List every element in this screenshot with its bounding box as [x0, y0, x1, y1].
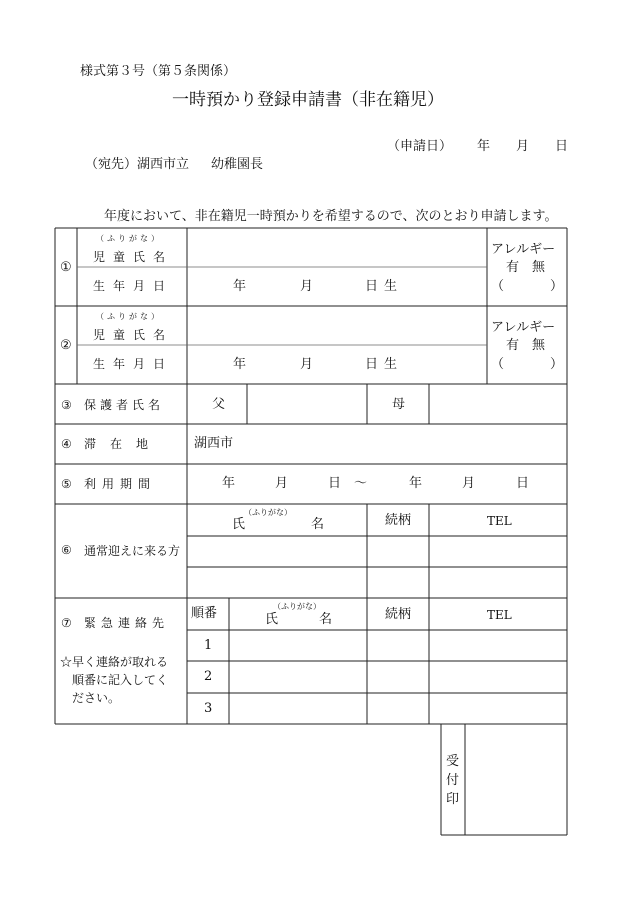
emergency-row-2-name-input[interactable] [230, 662, 366, 692]
child-1-birth-month: 月 [300, 279, 314, 294]
date-day-label: 日 [555, 139, 569, 154]
guardian-label: 保護者氏名 [84, 398, 165, 412]
period-end-day: 日 [516, 476, 530, 491]
residence-number: ④ [61, 437, 72, 451]
guardian-mother-input[interactable] [430, 385, 566, 423]
receipt-stamp-area[interactable] [466, 725, 566, 834]
child-2-birth-day: 日生 [365, 357, 404, 372]
residence-label: 滞在地 [84, 437, 163, 451]
pickup-relation-input-2[interactable] [368, 568, 428, 597]
form-number: 様式第３号（第５条関係） [80, 64, 237, 79]
child-1-allergy-label: アレルギー [491, 242, 556, 257]
receipt-label-3: 印 [446, 792, 460, 807]
emergency-row-2-order: 2 [204, 669, 213, 684]
pickup-name-input-2[interactable] [188, 568, 366, 597]
child-1-birth-label: 生年月日 [93, 279, 174, 293]
addressee-prefix: （宛先）湖西市立 [85, 157, 190, 172]
child-2-allergy-paren-close: ） [550, 357, 564, 372]
child-2-allergy-status[interactable]: 有 無 [506, 338, 546, 353]
emergency-row-1-order: 1 [204, 638, 213, 653]
addressee-suffix: 幼稚園長 [211, 157, 264, 172]
intro-text: 年度において、非在籍児一時預かりを希望するので、次のとおり申請します。 [104, 209, 558, 224]
period-end-year: 年 [409, 476, 423, 491]
child-1-birth-day: 日生 [365, 279, 404, 294]
emergency-label: 緊急連絡先 [84, 616, 170, 630]
emergency-row-2-tel-input[interactable] [430, 662, 566, 692]
period-tilde: ～ [354, 476, 368, 491]
emergency-note-line-1: ☆早く連絡が取れる [60, 655, 169, 669]
guardian-father-input[interactable] [248, 385, 366, 423]
emergency-tel-label: TEL [487, 608, 512, 622]
residence-value[interactable]: 湖西市 [194, 436, 234, 451]
child-1-furigana-label: （ふりがな） [96, 234, 162, 243]
period-label: 利用期間 [84, 477, 157, 491]
emergency-note-line-2: 順番に記入してく [72, 673, 169, 687]
pickup-tel-input-1[interactable] [430, 537, 566, 566]
emergency-furigana-label: （ふりがな） [273, 602, 321, 611]
child-2-allergy-label: アレルギー [491, 320, 556, 335]
period-start-year: 年 [222, 476, 236, 491]
child-2-furigana-label: （ふりがな） [96, 312, 162, 321]
date-month-label: 月 [516, 139, 530, 154]
emergency-order-label: 順番 [191, 606, 218, 621]
period-end-month: 月 [462, 476, 476, 491]
child-1-name-label: 児童氏名 [93, 250, 174, 264]
pickup-tel-label: TEL [487, 514, 512, 528]
pickup-number: ⑥ [61, 543, 72, 557]
emergency-row-3-order: 3 [204, 701, 213, 716]
pickup-name-first-label: 氏 [232, 517, 246, 532]
emergency-name-first-label: 氏 [265, 612, 279, 627]
child-1-number: ① [60, 260, 72, 275]
emergency-row-3-tel-input[interactable] [430, 694, 566, 723]
receipt-label-1: 受 [446, 754, 460, 769]
child-1-allergy-paren-open: （ [491, 279, 505, 294]
emergency-row-3-name-input[interactable] [230, 694, 366, 723]
pickup-name-last-label: 名 [311, 517, 325, 532]
emergency-number: ⑦ [61, 616, 72, 630]
pickup-furigana-label: （ふりがな） [244, 508, 292, 517]
pickup-relation-label: 続柄 [385, 513, 412, 528]
page-title: 一時預かり登録申請書（非在籍児） [172, 90, 444, 110]
period-number: ⑤ [61, 477, 72, 491]
child-2-name-input[interactable] [188, 307, 486, 344]
period-start-month: 月 [275, 476, 289, 491]
emergency-name-last-label: 名 [319, 612, 333, 627]
guardian-number: ③ [61, 398, 72, 412]
child-1-allergy-status[interactable]: 有 無 [506, 260, 546, 275]
pickup-name-input-1[interactable] [188, 537, 366, 566]
child-2-allergy-paren-open: （ [491, 357, 505, 372]
child-2-name-label: 児童氏名 [93, 328, 174, 342]
receipt-label-2: 付 [446, 773, 460, 788]
emergency-row-1-name-input[interactable] [230, 631, 366, 660]
date-year-label: 年 [477, 139, 491, 154]
period-start-day: 日 [328, 476, 342, 491]
child-1-birth-year: 年 [233, 279, 247, 294]
emergency-relation-label: 続柄 [385, 607, 412, 622]
pickup-tel-input-2[interactable] [430, 568, 566, 597]
child-2-birth-month: 月 [300, 357, 314, 372]
emergency-note-line-3: ださい。 [72, 691, 121, 705]
child-1-allergy-paren-close: ） [550, 279, 564, 294]
pickup-label: 通常迎えに来る方 [84, 544, 181, 558]
pickup-relation-input-1[interactable] [368, 537, 428, 566]
child-1-name-input[interactable] [188, 229, 486, 266]
child-2-number: ② [60, 338, 72, 353]
application-date-label: （申請日） [387, 139, 453, 154]
emergency-row-1-relation-input[interactable] [368, 631, 428, 660]
child-2-birth-label: 生年月日 [93, 357, 174, 371]
emergency-row-3-relation-input[interactable] [368, 694, 428, 723]
guardian-mother-label: 母 [392, 397, 406, 412]
guardian-father-label: 父 [212, 397, 226, 412]
emergency-row-2-relation-input[interactable] [368, 662, 428, 692]
emergency-row-1-tel-input[interactable] [430, 631, 566, 660]
child-2-birth-year: 年 [233, 357, 247, 372]
